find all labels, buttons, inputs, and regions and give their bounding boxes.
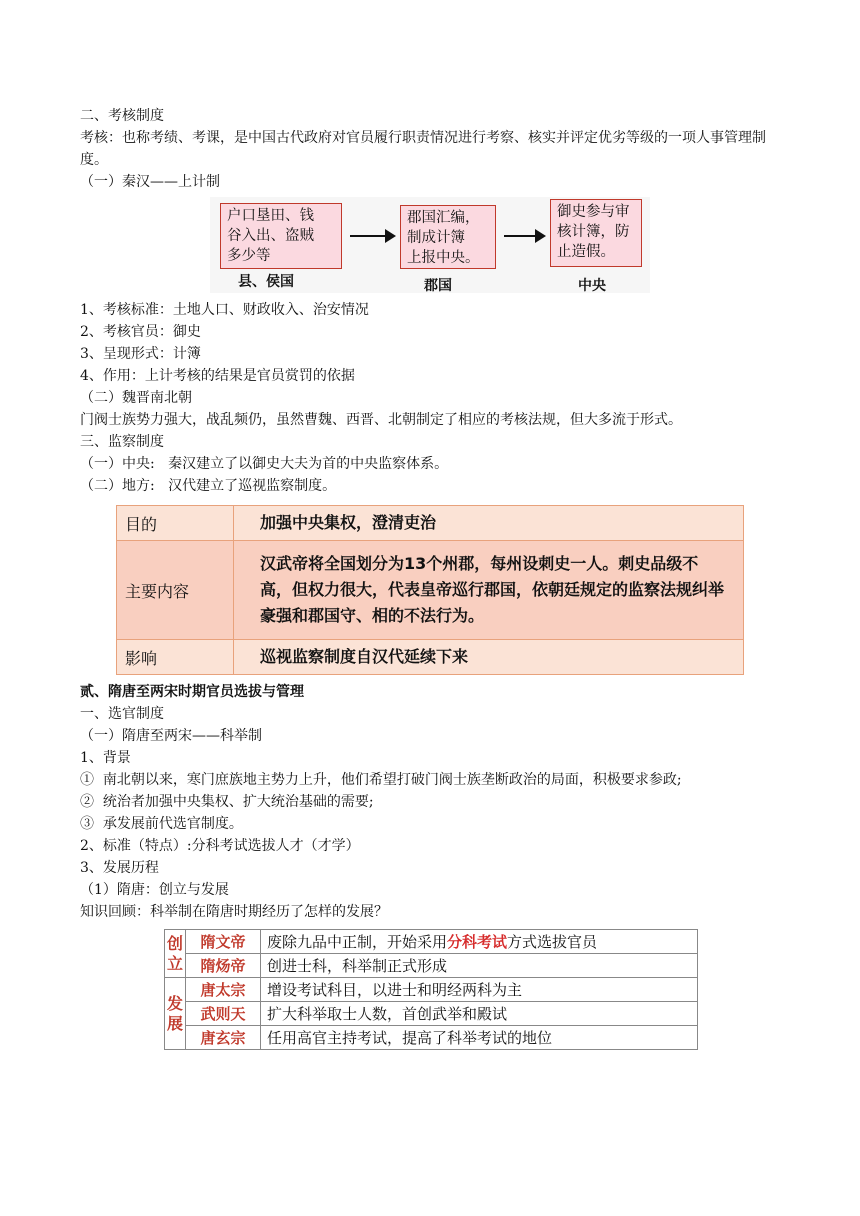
flow-arrow-1	[350, 235, 394, 237]
keju-event: 任用高官主持考试，提高了科举考试的地位	[261, 1026, 698, 1050]
highlight-text: 分科考试	[447, 933, 508, 951]
flow-label-county: 县、侯国	[238, 274, 294, 290]
section-heading-kaohe: 二、考核制度	[80, 108, 164, 124]
table-key: 目的	[117, 506, 234, 541]
background-item: ② 统治者加强中央集权、扩大统治基础的需要;	[80, 794, 374, 810]
group-label-fazhan: 发 展	[165, 978, 186, 1050]
table-row	[117, 541, 744, 640]
flow-label-central: 中央	[578, 278, 606, 294]
table-row	[165, 978, 698, 1002]
shangji-flow-diagram	[210, 197, 650, 293]
table-row	[165, 1002, 698, 1026]
kaohe-definition: 考核：也称考绩、考课，是中国古代政府对官员履行职责情况进行考察、核实并评定优劣等级的一项人事管理制度。	[80, 130, 766, 168]
table-row	[165, 1026, 698, 1050]
document-page	[80, 105, 790, 1050]
kaohe-point: 1、考核标准：土地人口、财政收入、治安情况	[80, 302, 369, 318]
kaohe-point: 4、作用：上计考核的结果是官员赏罚的依据	[80, 368, 355, 384]
table-row	[165, 930, 698, 954]
kaohe-point: 3、呈现形式：计簿	[80, 346, 201, 362]
background-heading: 1、背景	[80, 750, 131, 766]
table-row	[117, 640, 744, 675]
subheading-weijin: （二）魏晋南北朝	[80, 390, 192, 406]
keju-event: 增设考试科目，以进士和明经两科为主	[261, 978, 698, 1002]
emperor-name: 隋文帝	[186, 930, 261, 954]
flow-label-prefecture: 郡国	[424, 278, 452, 294]
table-value: 加强中央集权，澄清吏治	[234, 506, 744, 541]
subheading-qinhan: （一）秦汉——上计制	[80, 174, 220, 190]
kaohe-point: 2、考核官员：御史	[80, 324, 201, 340]
section-heading-xuanguan: 一、选官制度	[80, 706, 164, 722]
flow-box-central: 御史参与审 核计簿，防 止造假。	[550, 199, 642, 267]
standard-text: 2、标准（特点）:分科考试选拔人才（才学）	[80, 838, 360, 854]
review-question: 知识回顾：科举制在隋唐时期经历了怎样的发展？	[80, 904, 388, 920]
sui-tang-heading: （1）隋唐：创立与发展	[80, 882, 229, 898]
keju-event: 创进士科，科举制正式形成	[261, 954, 698, 978]
subheading-keju: （一）隋唐至两宋——科举制	[80, 728, 262, 744]
section-heading-jiancha: 三、监察制度	[80, 434, 164, 450]
emperor-name: 唐太宗	[186, 978, 261, 1002]
table-row	[165, 954, 698, 978]
background-item: ③ 承发展前代选官制度。	[80, 816, 243, 832]
keju-event: 扩大科举取士人数，首创武举和殿试	[261, 1002, 698, 1026]
jiancha-local: （二）地方: 汉代建立了巡视监察制度。	[80, 478, 337, 494]
part2-title: 贰、隋唐至两宋时期官员选拔与管理	[80, 684, 304, 700]
emperor-name: 唐玄宗	[186, 1026, 261, 1050]
table-value: 巡视监察制度自汉代延续下来	[234, 640, 744, 675]
keju-table	[164, 929, 698, 1050]
emperor-name: 武则天	[186, 1002, 261, 1026]
group-label-chuangli: 创 立	[165, 930, 186, 978]
history-heading: 3、发展历程	[80, 860, 159, 876]
emperor-name: 隋炀帝	[186, 954, 261, 978]
table-row	[117, 506, 744, 541]
table-key: 主要内容	[117, 541, 234, 640]
supervision-table	[116, 505, 744, 675]
jiancha-central: （一）中央: 秦汉建立了以御史大夫为首的中央监察体系。	[80, 456, 449, 472]
table-value: 汉武帝将全国划分为13个州郡，每州设刺史一人。刺史品级不高，但权力很大，代表皇帝巡行郡国，依朝廷规定的监察法规纠举豪强和郡国守、相的不法行为。	[234, 541, 744, 640]
background-item: ① 南北朝以来，寒门庶族地主势力上升，他们希望打破门阀士族垄断政治的局面，积极要求参政;	[80, 772, 682, 788]
flow-arrow-2	[504, 235, 544, 237]
flow-box-county: 户口垦田、钱 谷入出、盗贼 多少等	[220, 203, 342, 269]
keju-event: 废除九品中正制，开始采用分科考试方式选拔官员	[261, 930, 698, 954]
table-key: 影响	[117, 640, 234, 675]
flow-box-prefecture: 郡国汇编， 制成计簿 上报中央。	[400, 205, 496, 269]
weijin-text: 门阀士族势力强大，战乱频仍，虽然曹魏、西晋、北朝制定了相应的考核法规，但大多流于形式。	[80, 412, 682, 428]
